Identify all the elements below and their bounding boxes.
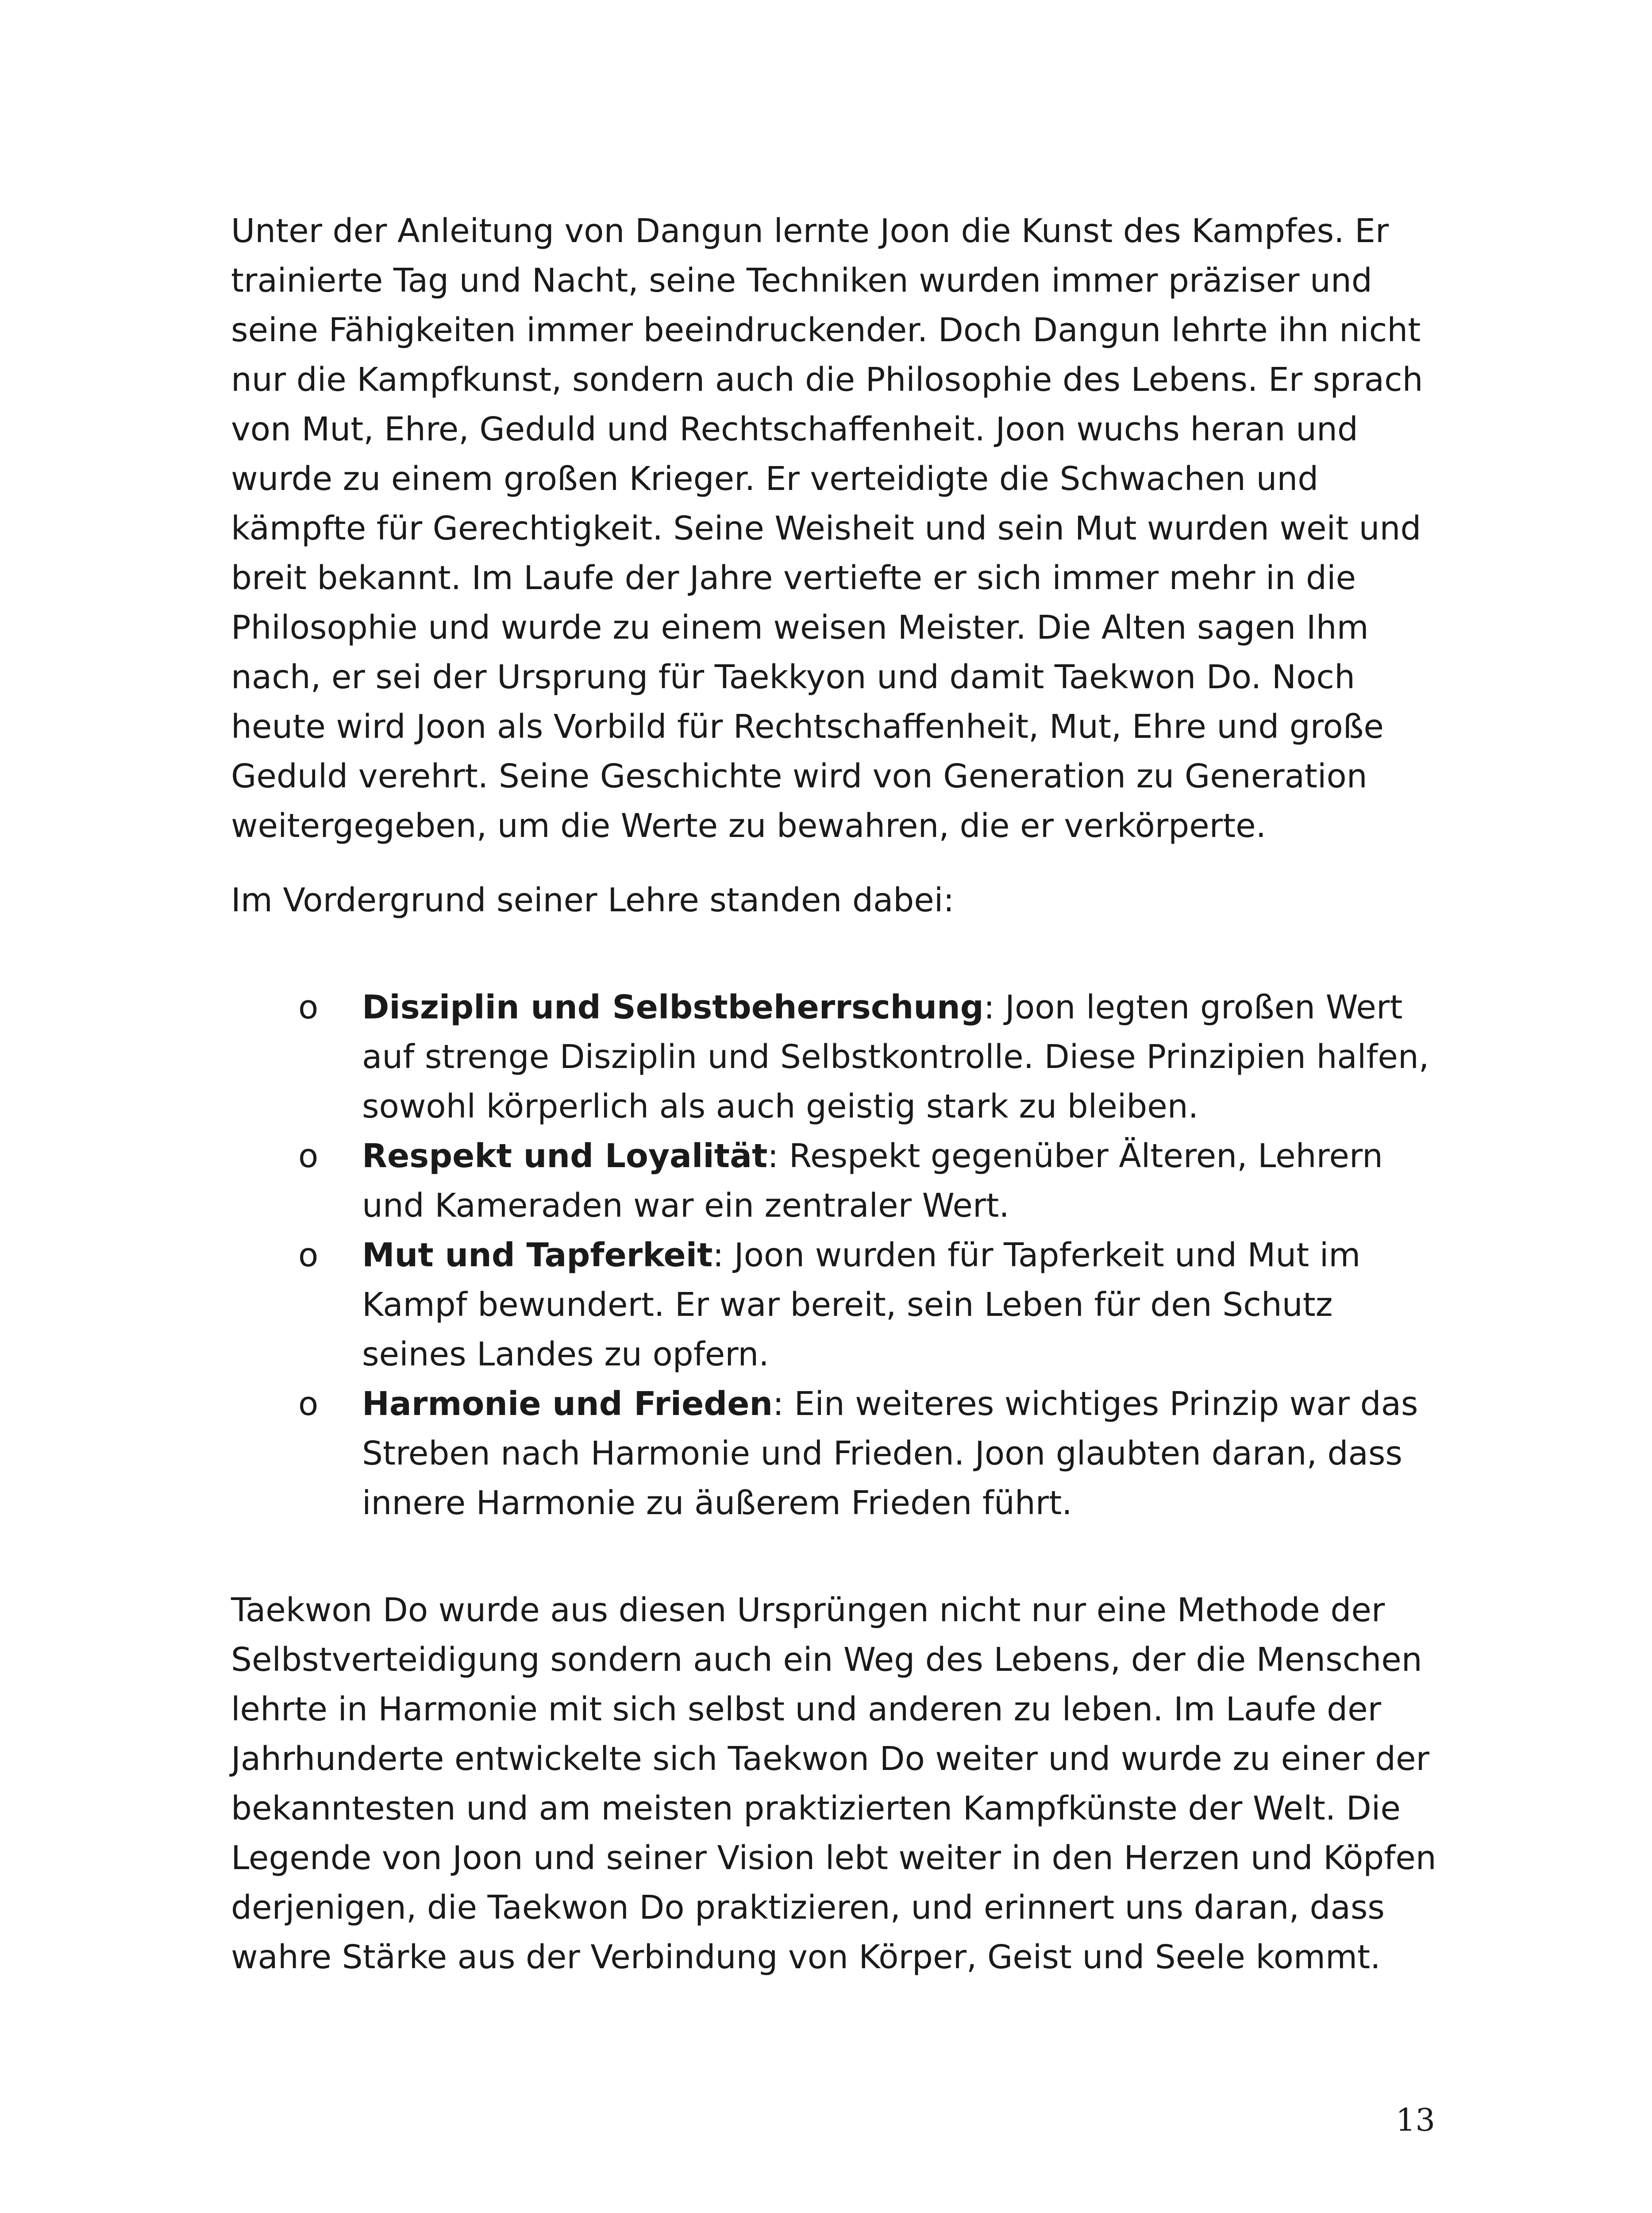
principles-list	[231, 983, 1444, 1528]
page-number: 13	[1395, 2102, 1435, 2138]
principle-term: Harmonie und Frieden	[362, 1385, 773, 1423]
list-item	[231, 1379, 1444, 1528]
principle-text: : Ein weiteres wichtiges Prinzip war das Streben nach Harmonie und Frieden. Joon glaubten daran, dass innere Harmonie zu äußerem Frieden führt.	[362, 1385, 1418, 1522]
paragraph-training: Unter der Anleitung von Dangun lernte Joon die Kunst des Kampfes. Er trainierte Tag und Nacht, seine Techniken wurden immer präziser und seine Fähigkeiten immer beeindruckender. Doch Dangun lehrte ihn nicht nur die Kampfkunst, sondern auch die Philosophie des Lebens. Er sprach von Mut, Ehre, Geduld und Rechtschaffenheit. Joon wuchs heran und wurde zu einem großen Krieger. Er verteidigte die Schwachen und kämpfte für Gerechtigkeit. Seine Weisheit und sein Mut wurden weit und breit bekannt. Im Laufe der Jahre vertiefte er sich immer mehr in die Philosophie und wurde zu einem weisen Meister. Die Alten sagen Ihm nach, er sei der Ursprung für Taekkyon und damit Taekwon Do. Noch heute wird Joon als Vorbild für Rechtschaffenheit, Mut, Ehre und große Geduld verehrt. Seine Geschichte wird von Generation zu Generation weitergegeben, um die Werte zu bewahren, die er verkörperte.	[231, 212, 1423, 845]
list-item	[231, 1230, 1444, 1379]
bullet-circle-icon: o	[298, 1236, 319, 1274]
page-content	[231, 206, 1444, 1982]
principle-term: Respekt und Loyalität	[362, 1137, 768, 1175]
principle-term: Disziplin und Selbstbeherrschung	[362, 988, 984, 1026]
principle-text: : Joon wurden für Tapferkeit und Mut im Kampf bewundert. Er war bereit, sein Leben für den Schutz seines Landes zu opfern.	[362, 1236, 1361, 1373]
principle-text: : Respekt gegenüber Älteren, Lehrern und Kameraden war ein zentraler Wert.	[362, 1137, 1383, 1225]
principle-term: Mut und Tapferkeit	[362, 1236, 713, 1274]
paragraph-conclusion: Taekwon Do wurde aus diesen Ursprüngen nicht nur eine Methode der Selbstverteidigung sondern auch ein Weg des Lebens, der die Menschen lehrte in Harmonie mit sich selbst und anderen zu leben. Im Laufe der Jahrhunderte entwickelte sich Taekwon Do weiter und wurde zu einer der bekanntesten und am meisten praktizierten Kampfkünste der Welt. Die Legende von Joon und seiner Vision lebt weiter in den Herzen und Köpfen derjenigen, die Taekwon Do praktizieren, und erinnert uns daran, dass wahre Stärke aus der Verbindung von Körper, Geist und Seele kommt.	[231, 1591, 1436, 1976]
bullet-circle-icon: o	[298, 1385, 319, 1423]
list-item	[231, 1131, 1444, 1230]
bullet-circle-icon: o	[298, 1137, 319, 1175]
paragraph-list-intro: Im Vordergrund seiner Lehre standen dabei:	[231, 881, 955, 919]
list-item	[231, 983, 1444, 1131]
bullet-circle-icon: o	[298, 988, 319, 1026]
principle-text: : Joon legten großen Wert auf strenge Disziplin und Selbstkontrolle. Diese Prinzipien halfen, sowohl körperlich als auch geistig stark zu bleiben.	[362, 988, 1429, 1126]
